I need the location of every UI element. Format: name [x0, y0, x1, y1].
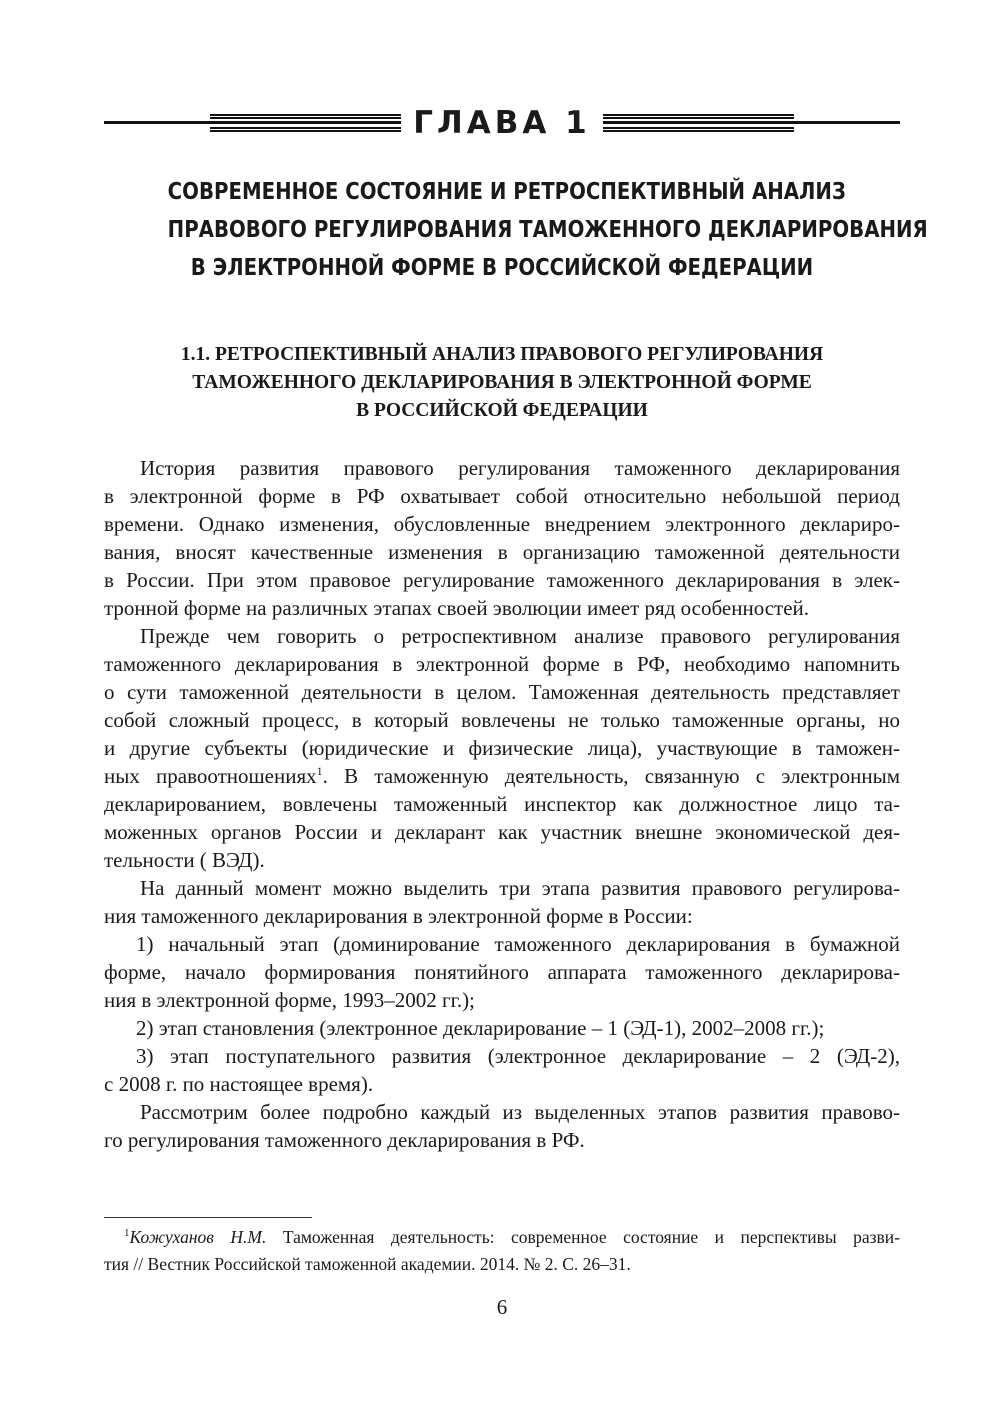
text-segment: . В таможенную деятельность, связанную с электронным [322, 764, 900, 788]
footnote-divider [104, 1217, 312, 1218]
footnote-line: тия // Вестник Российской таможенной академии. 2014. № 2. С. 26–31. [104, 1254, 631, 1274]
section-title-line: В РОССИЙСКОЙ ФЕДЕРАЦИИ [356, 400, 648, 421]
list-item-line: 1) начальный этап (доминирование таможенного декларирования в бумажной [136, 932, 900, 956]
paragraph-line: декларированием, вовлечены таможенный инспектор как должностное лицо та- [104, 792, 900, 816]
footnote [104, 1224, 900, 1278]
chapter-rule-right [603, 113, 900, 133]
footnote-author: Кожуханов Н.М. [129, 1227, 267, 1247]
list-item-line: с 2008 г. по настоящее время). [104, 1072, 374, 1096]
paragraph-line: История развития правового регулирования таможенного декларирования [140, 456, 900, 480]
chapter-header [104, 100, 900, 146]
paragraph-line: тельности ( ВЭД). [104, 848, 265, 872]
page-number: 6 [496, 1295, 508, 1319]
paragraph-line: собой сложный процесс, в который вовлечены не только таможенные органы, но [104, 708, 900, 732]
chapter-title-line: В ЭЛЕКТРОННОЙ ФОРМЕ В РОССИЙСКОЙ ФЕДЕРАЦИИ [190, 253, 814, 281]
footnote-marker: 1 [124, 1227, 130, 1240]
paragraph-line: в электронной форме в РФ охватывает собой относительно небольшой период [104, 484, 900, 508]
chapter-title [167, 172, 928, 286]
paragraph-line: го регулирования таможенного декларирования в РФ. [104, 1128, 585, 1152]
paragraph-line: времени. Однако изменения, обусловленные внедрением электронного деклариро- [104, 512, 900, 536]
paragraph-line: вания, вносят качественные изменения в организацию таможенной деятельности [104, 540, 900, 564]
section-title-line: 1.1. РЕТРОСПЕКТИВНЫЙ АНАЛИЗ ПРАВОВОГО РЕГУЛИРОВАНИЯ [180, 344, 824, 365]
chapter-rule-left [104, 113, 401, 133]
list-item-line: 3) этап поступательного развития (электронное декларирование – 2 (ЭД-2), [136, 1044, 900, 1068]
paragraph-line: о сути таможенной деятельности в целом. Таможенная деятельность представляет [104, 680, 900, 704]
chapter-title-line: СОВРЕМЕННОЕ СОСТОЯНИЕ И РЕТРОСПЕКТИВНЫЙ АНАЛИЗ [167, 177, 846, 205]
list-item-line: форме, начало формирования понятийного аппарата таможенного декларирова- [104, 960, 900, 984]
paragraph-line [104, 762, 900, 790]
paragraph-line: На данный момент можно выделить три этапа развития правового регулирова- [140, 876, 900, 900]
paragraph-line: Прежде чем говорить о ретроспективном анализе правового регулирования [140, 624, 900, 648]
list-item-line: ния в электронной форме, 1993–2002 гг.); [104, 988, 475, 1012]
section-title [104, 341, 900, 425]
chapter-label: ГЛАВА 1 [413, 105, 591, 141]
paragraph-line: моженных органов России и декларант как участник внешне экономической дея- [104, 820, 900, 844]
paragraph-line: Рассмотрим более подробно каждый из выделенных этапов развития правово- [140, 1100, 900, 1124]
list-item-line: 2) этап становления (электронное декларирование – 1 (ЭД-1), 2002–2008 гг.); [136, 1016, 825, 1040]
paragraph-line: тронной форме на различных этапах своей эволюции имеет ряд особенностей. [104, 596, 810, 620]
paragraph-line: таможенного декларирования в электронной форме в РФ, необходимо напомнить [104, 652, 900, 676]
footnote-line [104, 1224, 900, 1251]
paragraph-line: и другие субъекты (юридические и физические лица), участвующие в таможен- [104, 736, 900, 760]
paragraph-line: в России. При этом правовое регулирование таможенного декларирования в элек- [104, 568, 900, 592]
paragraph-line: ния таможенного декларирования в электронной форме в России: [104, 904, 693, 928]
chapter-title-line: ПРАВОВОГО РЕГУЛИРОВАНИЯ ТАМОЖЕННОГО ДЕКЛАРИРОВАНИЯ [167, 215, 928, 243]
footnote-ref: 1 [316, 764, 323, 778]
text-segment: ных правоотношениях [104, 764, 317, 788]
text-segment: Таможенная деятельность: современное состояние и перспективы разви- [266, 1227, 900, 1247]
section-title-line: ТАМОЖЕННОГО ДЕКЛАРИРОВАНИЯ В ЭЛЕКТРОННОЙ ФОРМЕ [192, 372, 812, 393]
body-text [104, 454, 900, 1154]
